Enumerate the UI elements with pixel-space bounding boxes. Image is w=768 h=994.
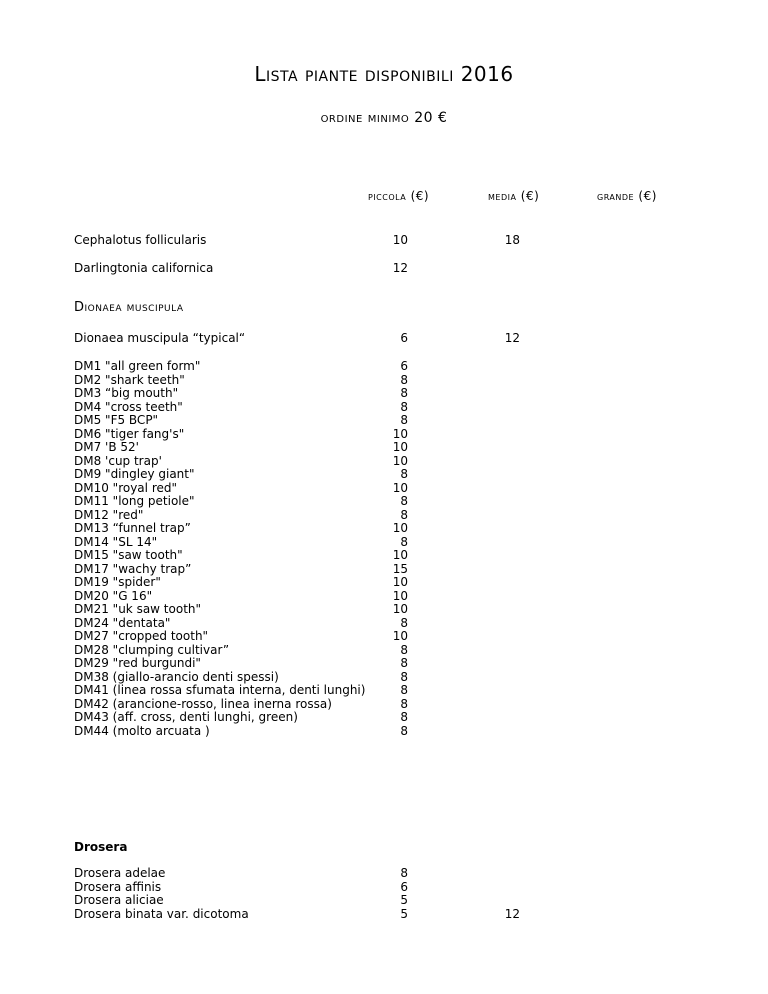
page-title: Lista piante disponibili 2016 [254,62,514,86]
price-small: 10 [392,480,408,495]
list-item [0,881,768,895]
price-small: 8 [400,494,408,508]
list-item [0,387,768,401]
list-item [0,414,768,428]
plant-name: DM14 "SL 14" [74,534,158,549]
plant-name: Drosera binata var. dicotoma [74,906,249,921]
price-small: 10 [392,521,408,535]
plant-name: Dionaea muscipula “typical“ [74,331,246,345]
list-item [0,563,768,577]
price-small: 5 [400,906,408,921]
price-small: 8 [400,669,408,684]
plant-name: DM4 "cross teeth" [74,399,183,414]
column-header-large: grande (€) [597,189,657,203]
plant-name: DM43 (aff. cross, denti lunghi, green) [74,710,298,724]
price-small: 8 [400,642,408,657]
list-item [0,603,768,617]
list-item [0,428,768,442]
plant-name: DM24 "dentata" [74,615,171,630]
plant-name: DM7 'B 52' [74,440,139,454]
price-small: 8 [400,534,408,549]
plant-name: DM41 (linea rossa sfumata interna, denti lunghi) [74,683,366,697]
price-medium: 12 [504,906,520,921]
list-item [0,441,768,455]
price-small: 8 [400,723,408,738]
plant-name: DM28 "clumping cultivar” [74,642,230,657]
price-small: 12 [392,261,408,275]
list-item [0,549,768,563]
price-medium: 12 [504,331,520,345]
plant-name: DM12 "red" [74,507,144,522]
column-header-medium: media (€) [488,189,540,203]
price-small: 8 [400,615,408,630]
plant-name: DM8 'cup trap' [74,453,162,468]
plant-name: DM20 "G 16" [74,588,153,603]
price-small: 6 [400,879,408,894]
section-title-drosera: Drosera [74,840,128,854]
list-item [0,644,768,658]
minimum-order-note: ordine minimo 20 € [320,110,448,126]
price-small: 10 [392,426,408,441]
list-item [0,401,768,415]
plant-name: DM29 "red burgundi" [74,656,201,670]
plant-name: DM42 (arancione-rosso, linea inerna rossa) [74,696,332,711]
plant-name: Drosera adelae [74,866,166,880]
list-item [0,671,768,685]
price-small: 10 [392,453,408,468]
price-small: 8 [400,413,408,427]
plant-name: Drosera aliciae [74,893,164,907]
price-small: 8 [400,386,408,400]
price-small: 8 [400,696,408,711]
plant-name: DM9 "dingley giant" [74,467,195,481]
list-item [0,894,768,908]
section-title-dionaea: Dionaea muscipula [74,300,184,315]
list-item [0,617,768,631]
price-small: 6 [400,331,408,345]
table-row [0,233,768,247]
plant-name: DM2 "shark teeth" [74,372,185,387]
dionaea-cultivar-list [0,360,768,738]
list-item [0,374,768,388]
plant-name: DM27 "cropped tooth" [74,629,209,643]
list-item [0,867,768,881]
price-small: 8 [400,507,408,522]
table-row [0,261,768,275]
list-item [0,468,768,482]
plant-name: DM1 "all green form" [74,359,201,373]
price-small: 10 [392,233,408,247]
plant-name: Darlingtonia californica [74,261,214,275]
price-small: 8 [400,656,408,670]
plant-name: DM3 “big mouth" [74,386,179,400]
price-small: 10 [392,575,408,589]
list-item [0,711,768,725]
list-item [0,657,768,671]
column-header-small: piccola (€) [368,189,430,203]
price-small: 10 [392,548,408,562]
price-small: 8 [400,866,408,880]
plant-name: Cephalotus follicularis [74,233,207,247]
list-item [0,630,768,644]
plant-name: Drosera affinis [74,879,162,894]
price-small: 15 [392,561,408,576]
list-item [0,536,768,550]
plant-name: DM5 "F5 BCP" [74,413,159,427]
list-item [0,725,768,739]
list-item [0,360,768,374]
price-small: 8 [400,683,408,697]
list-item [0,590,768,604]
price-small: 8 [400,372,408,387]
list-item [0,576,768,590]
plant-name: DM10 "royal red" [74,480,178,495]
price-medium: 18 [504,233,520,247]
plant-name: DM17 "wachy trap” [74,561,192,576]
price-small: 10 [392,440,408,454]
list-item [0,495,768,509]
price-small: 8 [400,399,408,414]
plant-name: DM44 (molto arcuata ) [74,723,210,738]
price-small: 8 [400,467,408,481]
price-small: 8 [400,710,408,724]
list-item [0,698,768,712]
list-item [0,509,768,523]
price-small: 10 [392,588,408,603]
plant-name: DM6 "tiger fang's" [74,426,185,441]
plant-name: DM11 "long petiole" [74,494,195,508]
list-item [0,482,768,496]
list-item [0,684,768,698]
list-item [0,455,768,469]
list-item [0,908,768,922]
plant-name: DM21 "uk saw tooth" [74,602,202,616]
plant-name: DM38 (giallo-arancio denti spessi) [74,669,279,684]
plant-name: DM19 "spider" [74,575,161,589]
price-small: 10 [392,629,408,643]
list-item [0,522,768,536]
price-small: 10 [392,602,408,616]
price-small: 6 [400,359,408,373]
price-small: 5 [400,893,408,907]
table-row [0,331,768,345]
drosera-list [0,867,768,921]
plant-name: DM15 "saw tooth" [74,548,183,562]
plant-name: DM13 “funnel trap” [74,521,191,535]
